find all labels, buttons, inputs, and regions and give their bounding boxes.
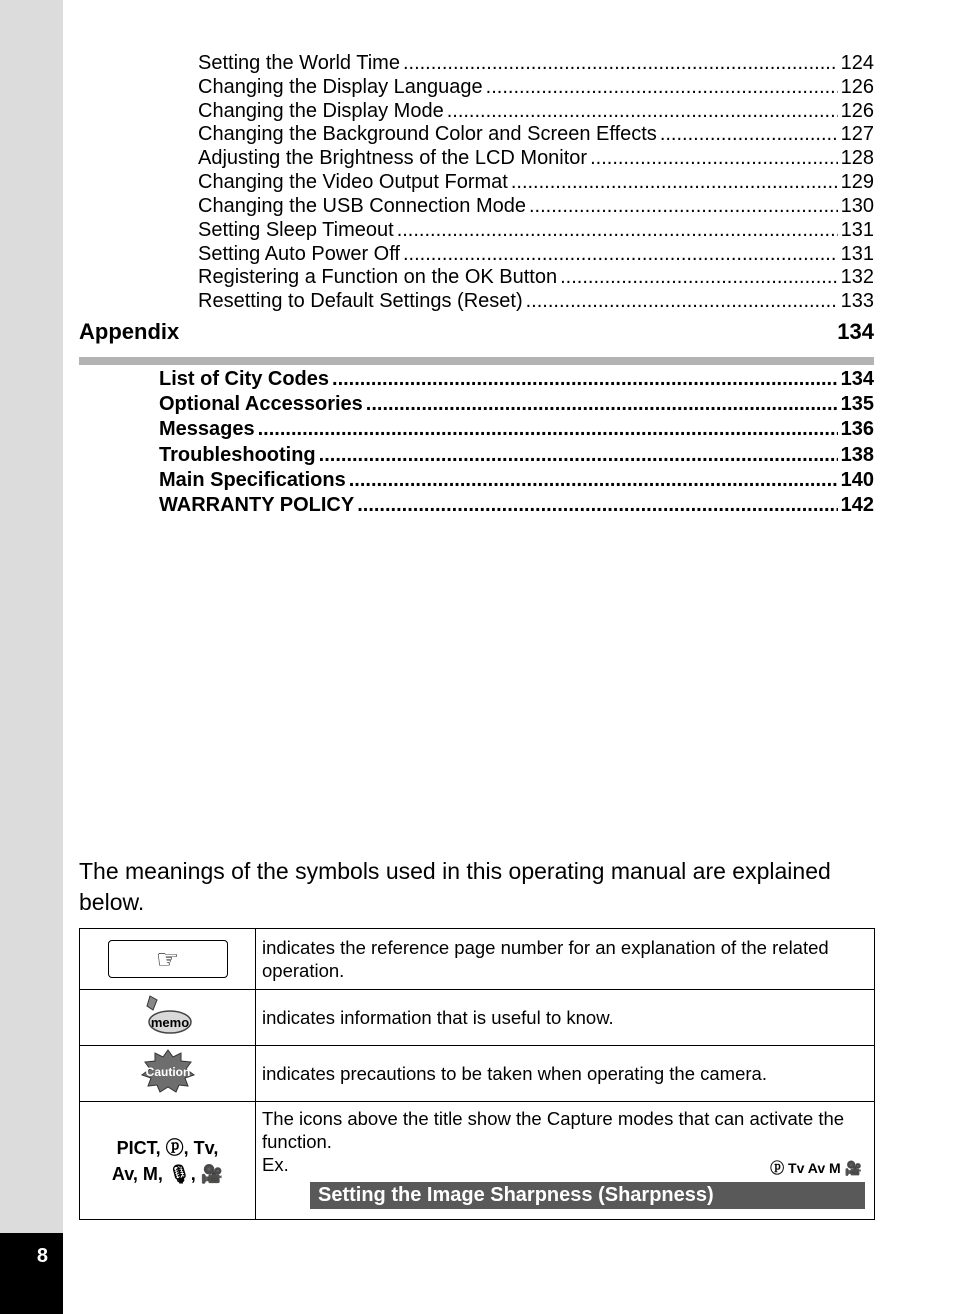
example-label: Ex. bbox=[262, 1153, 289, 1175]
svg-text:memo: memo bbox=[150, 1015, 189, 1030]
toc-entry[interactable]: WARRANTY POLICY ..... 142 bbox=[159, 494, 874, 519]
symbols-intro: The meanings of the symbols used in this operating manual are explained below. bbox=[79, 858, 831, 915]
memo-icon bbox=[140, 994, 196, 1036]
toc-entry[interactable]: Resetting to Default Settings (Reset) ..... 133 bbox=[198, 290, 874, 314]
toc-entry[interactable]: Main Specifications ..... 140 bbox=[159, 469, 874, 494]
symbol-description: The icons above the title show the Capture modes that can activate the function. bbox=[262, 1107, 845, 1152]
toc-entry[interactable]: Adjusting the Brightness of the LCD Monitor ..... 128 bbox=[198, 147, 874, 171]
toc-entry[interactable]: Registering a Function on the OK Button ..... 132 bbox=[198, 266, 874, 290]
toc-entry[interactable]: Changing the Video Output Format ..... 129 bbox=[198, 171, 874, 195]
toc-entry[interactable]: Changing the Background Color and Screen Effects ..... 127 bbox=[198, 123, 874, 147]
example-title-bar: Setting the Image Sharpness (Sharpness) bbox=[310, 1182, 865, 1209]
example-mode-icons: ⓟ Tv Av M 🎥 bbox=[770, 1159, 862, 1176]
symbols-table bbox=[79, 928, 875, 1220]
toc-entry[interactable]: Messages ..... 136 bbox=[159, 418, 874, 443]
toc-entry[interactable]: Optional Accessories ..... 135 bbox=[159, 393, 874, 418]
appendix-title: Appendix bbox=[79, 319, 180, 344]
symbol-description: indicates precautions to be taken when operating the camera. bbox=[256, 1046, 875, 1102]
svg-text:Caution: Caution bbox=[145, 1065, 190, 1079]
toc-entry[interactable]: Changing the Display Language ..... 126 bbox=[198, 76, 874, 100]
reference-hand-icon: ☞ bbox=[108, 940, 228, 978]
toc-entry[interactable]: Setting Sleep Timeout ..... 131 bbox=[198, 219, 874, 243]
caution-icon bbox=[139, 1048, 197, 1094]
table-row bbox=[80, 1046, 875, 1102]
toc-entry[interactable]: Troubleshooting ..... 138 bbox=[159, 444, 874, 469]
toc-entry[interactable]: Setting the World Time ..... 124 bbox=[198, 52, 874, 76]
appendix-page: 134 bbox=[837, 319, 874, 344]
side-strip bbox=[0, 0, 63, 1314]
section-divider bbox=[79, 357, 874, 365]
appendix-heading[interactable] bbox=[79, 319, 874, 345]
symbol-description: indicates the reference page number for an explanation of the related operation. bbox=[256, 929, 875, 990]
table-row bbox=[80, 929, 875, 990]
toc-entry[interactable]: Changing the Display Mode ..... 126 bbox=[198, 100, 874, 124]
toc-entry[interactable]: Changing the USB Connection Mode ..... 130 bbox=[198, 195, 874, 219]
capture-mode-icons: PICT, ⓟ, Tv, bbox=[116, 1137, 219, 1158]
toc-entry[interactable]: List of City Codes ..... 134 bbox=[159, 368, 874, 393]
table-row bbox=[80, 1102, 875, 1220]
symbol-description: indicates information that is useful to know. bbox=[256, 990, 875, 1046]
page-number: 8 bbox=[36, 1245, 48, 1267]
toc-entry[interactable]: Setting Auto Power Off ..... 131 bbox=[198, 243, 874, 267]
table-row bbox=[80, 990, 875, 1046]
capture-mode-icons: Av, M, 🎙, 🎥 bbox=[111, 1163, 224, 1184]
